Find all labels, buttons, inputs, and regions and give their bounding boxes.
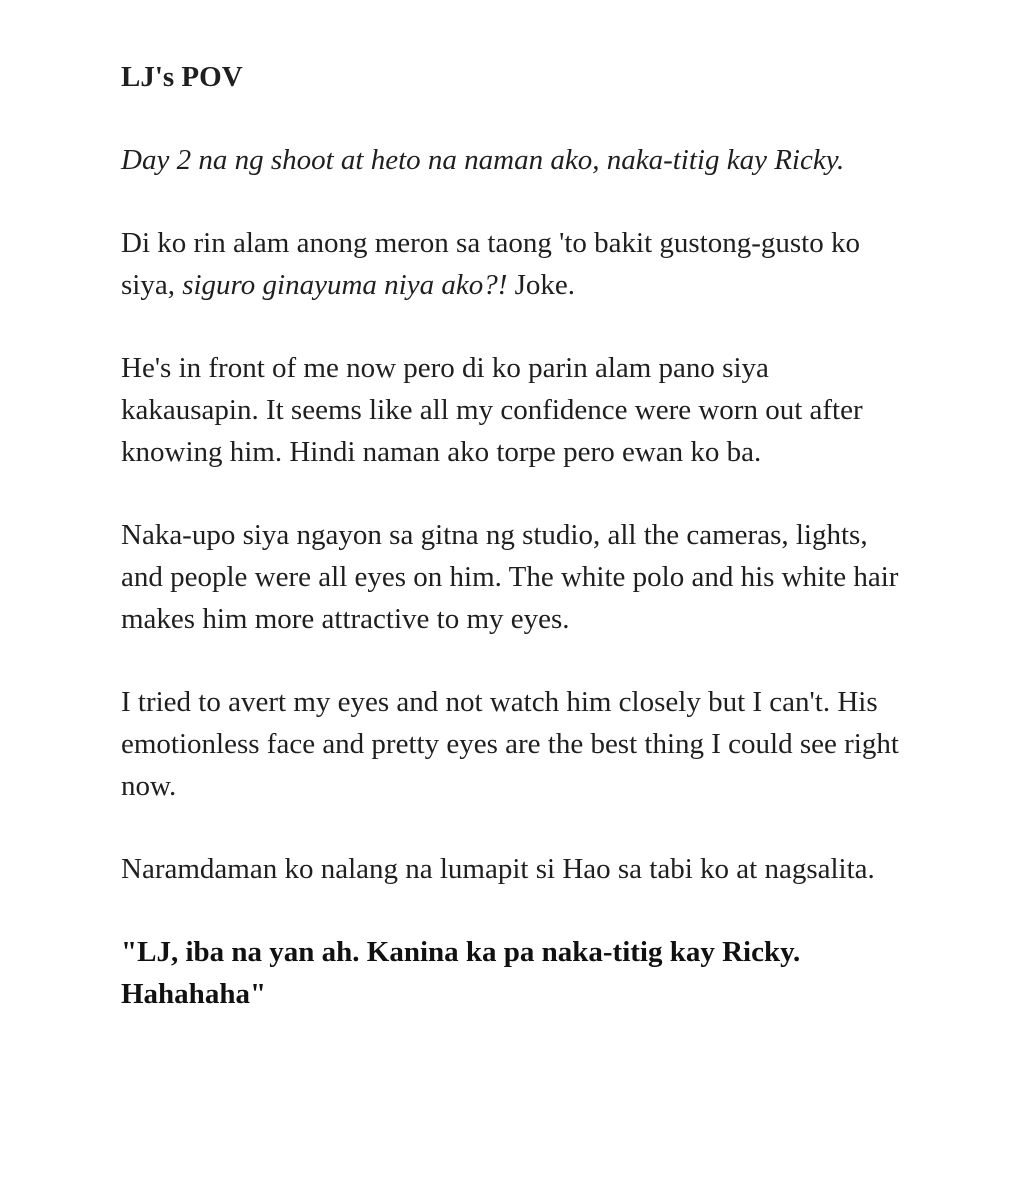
paragraph-2-text-b: Joke. — [507, 269, 576, 301]
paragraph-2-italic: siguro ginayuma niya ako?! — [182, 269, 508, 301]
paragraph-3: He's in front of me now pero di ko parin alam pano siya kakausapin. It seems like all my confidence were worn out after knowing him. Hindi naman ako torpe pero ewan ko ba. — [121, 352, 863, 468]
paragraph-6: Naramdaman ko nalang na lumapit si Hao sa tabi ko at nagsalita. — [121, 853, 875, 885]
paragraph-5: I tried to avert my eyes and not watch him closely but I can't. His emotionless face and pretty eyes are the best thing I could see right now. — [121, 686, 899, 802]
pov-heading: LJ's POV — [121, 61, 243, 93]
paragraph-7-dialogue: "LJ, iba na yan ah. Kanina ka pa naka-titig kay Ricky. Hahahaha" — [121, 936, 801, 1010]
paragraph-2-text-a: Di ko rin alam anong meron sa taong 'to bakit gustong-gusto ko siya, — [121, 227, 860, 301]
paragraph-4: Naka-upo siya ngayon sa gitna ng studio, all the cameras, lights, and people were all eyes on him. The white polo and his white hair makes him more attractive to my eyes. — [121, 519, 899, 635]
paragraph-1: Day 2 na ng shoot at heto na naman ako, naka-titig kay Ricky. — [121, 144, 845, 176]
story-page — [121, 56, 911, 1056]
paragraph-2 — [121, 222, 911, 306]
